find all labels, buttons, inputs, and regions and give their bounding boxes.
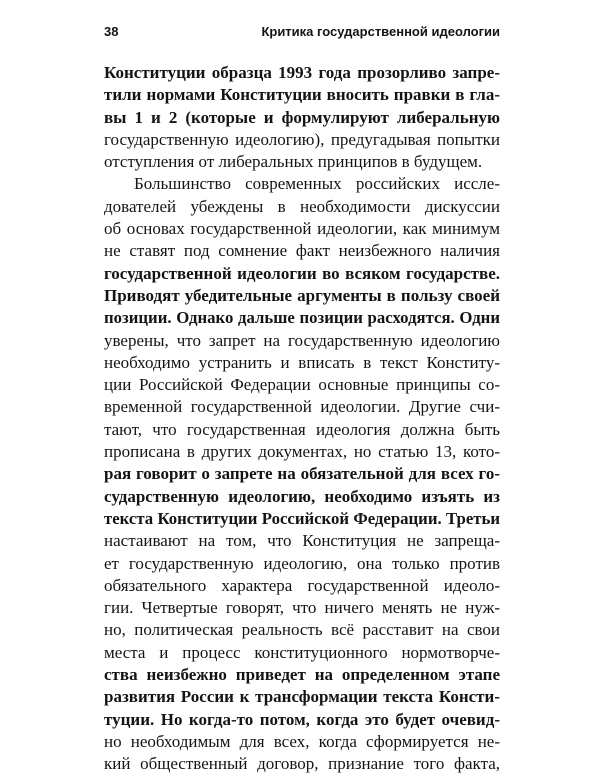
page-header xyxy=(104,24,500,44)
text-line: дователей убеждены в необходимости дискуссии xyxy=(104,196,500,216)
text-line: рая говорит о запрете на обязательной для всех го- xyxy=(104,464,500,484)
text-line: ет государственную идеологию, она только против xyxy=(104,553,500,573)
text-line: прописана в других документах, но статью 13, кото- xyxy=(104,442,500,462)
text-line: но необходимым для всех, когда сформируется не- xyxy=(104,731,500,751)
text-line: тили нормами Конституции вносить правки в гла- xyxy=(104,85,500,105)
text-line: об основах государственной идеологии, как минимум xyxy=(104,219,500,239)
text-line: не ставят под сомнение факт неизбежного наличия xyxy=(104,241,500,261)
text-line: но, политическая реальность всё расставит на свои xyxy=(104,620,500,640)
text-line: сударственную идеологию, необходимо изъять из xyxy=(104,486,500,506)
text-line: ции Российской Федерации основные принципы со- xyxy=(104,375,500,395)
text-line: кий общественный договор, признание того факта, xyxy=(104,754,500,774)
text-line: развития России к трансформации текста Консти- xyxy=(104,687,500,707)
body-text xyxy=(104,62,500,776)
page-number: 38 xyxy=(104,24,119,39)
text-line: места и процесс конституционного нормотворче- xyxy=(104,642,500,662)
text-line: Приводят убедительные аргументы в пользу своей xyxy=(104,285,500,305)
text-line: обязательного характера государственной идеоло- xyxy=(104,575,500,595)
text-line: Большинство современных российских иссле- xyxy=(134,174,500,194)
text-line: временной государственной идеологии. Другие счи- xyxy=(104,397,500,417)
text-line: гии. Четвертые говорят, что ничего менять не нуж- xyxy=(104,598,500,618)
text-line: государственную идеологию), предугадывая попытки xyxy=(104,129,500,149)
running-title: Критика государственной идеологии xyxy=(261,24,500,39)
text-line: тают, что государственная идеология должна быть xyxy=(104,419,500,439)
text-line: туции. Но когда-то потом, когда это будет очевид- xyxy=(104,709,500,729)
text-line: вы 1 и 2 (которые и формулируют либеральную xyxy=(104,107,500,127)
text-line: ства неизбежно приведет на определенном этапе xyxy=(104,665,500,685)
text-line: позиции. Однако дальше позиции расходятся. Одни xyxy=(104,308,500,328)
text-line: настаивают на том, что Конституция не запреща- xyxy=(104,531,500,551)
text-line: текста Конституции Российской Федерации. Третьи xyxy=(104,508,500,528)
text-line: государственной идеологии во всяком государстве. xyxy=(104,263,500,283)
text-line: Конституции образца 1993 года прозорливо запре- xyxy=(104,63,500,82)
text-line: отступления от либеральных принципов в будущем. xyxy=(104,152,483,172)
text-line: необходимо устранить и вписать в текст Конститу- xyxy=(104,352,500,372)
text-line: уверены, что запрет на государственную идеологию xyxy=(104,330,500,350)
